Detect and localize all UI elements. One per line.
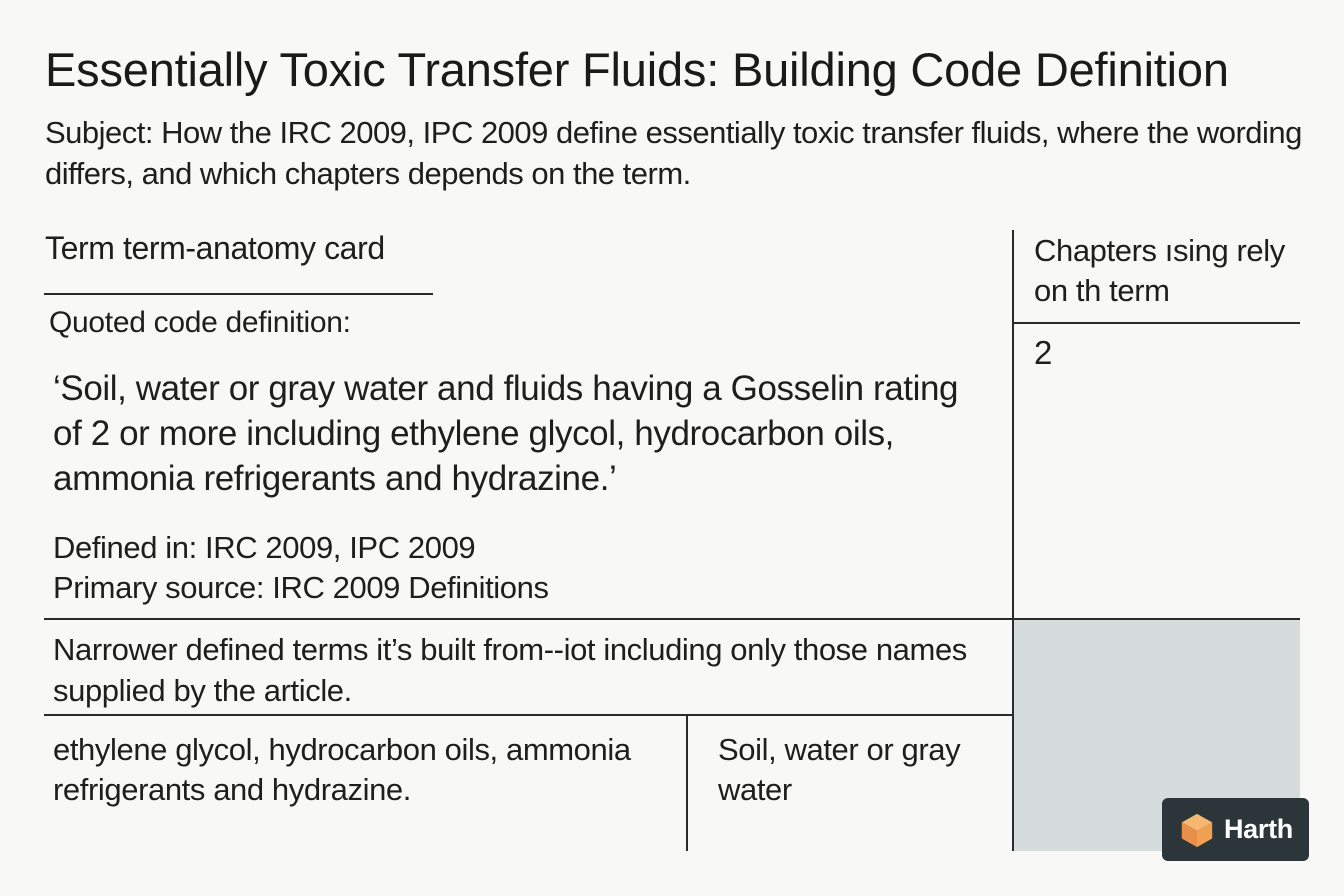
subject-label: Subject: <box>45 115 154 150</box>
logo-text: Harth <box>1223 814 1293 844</box>
chapters-count: 2 <box>1034 334 1053 371</box>
narrower-term-cell: Soil, water or gray water <box>718 732 961 807</box>
defined-in: Defined in: IRC 2009, IPC 2009 <box>53 530 476 565</box>
cube-icon <box>1178 811 1216 849</box>
definition-sources <box>53 528 549 608</box>
narrower-terms-rule <box>44 714 1013 716</box>
primary-source: Primary source: IRC 2009 Definitions <box>53 570 549 605</box>
card-label: Term term-anatomy card <box>45 230 385 266</box>
chapters-label: Chapters ısing rely on th term <box>1034 233 1285 308</box>
narrower-terms-heading: Narrower defined terms it’s built from--iot including only those names supplied by the article. <box>53 632 967 708</box>
quoted-definition-label: Quoted code definition: <box>49 306 351 339</box>
chapters-header-rule <box>1013 322 1300 324</box>
subject-text: How the IRC 2009, IPC 2009 define essentially toxic transfer fluids, where the wording differs, and which chapters depends on the term. <box>45 115 1302 191</box>
subject-paragraph <box>45 112 1305 194</box>
narrower-cell-divider <box>686 715 688 851</box>
brand-logo <box>1162 798 1309 861</box>
page-title: Essentially Toxic Transfer Fluids: Building Code Definition <box>45 43 1229 96</box>
card-label-underline <box>44 293 433 295</box>
quoted-definition: ‘Soil, water or gray water and fluids having a Gosselin rating of 2 or more including ethylene glycol, hydrocarbon oils, ammonia refrigerants and hydrazine.’ <box>53 369 959 498</box>
narrower-term-cell: ethylene glycol, hydrocarbon oils, ammonia refrigerants and hydrazine. <box>53 732 631 807</box>
